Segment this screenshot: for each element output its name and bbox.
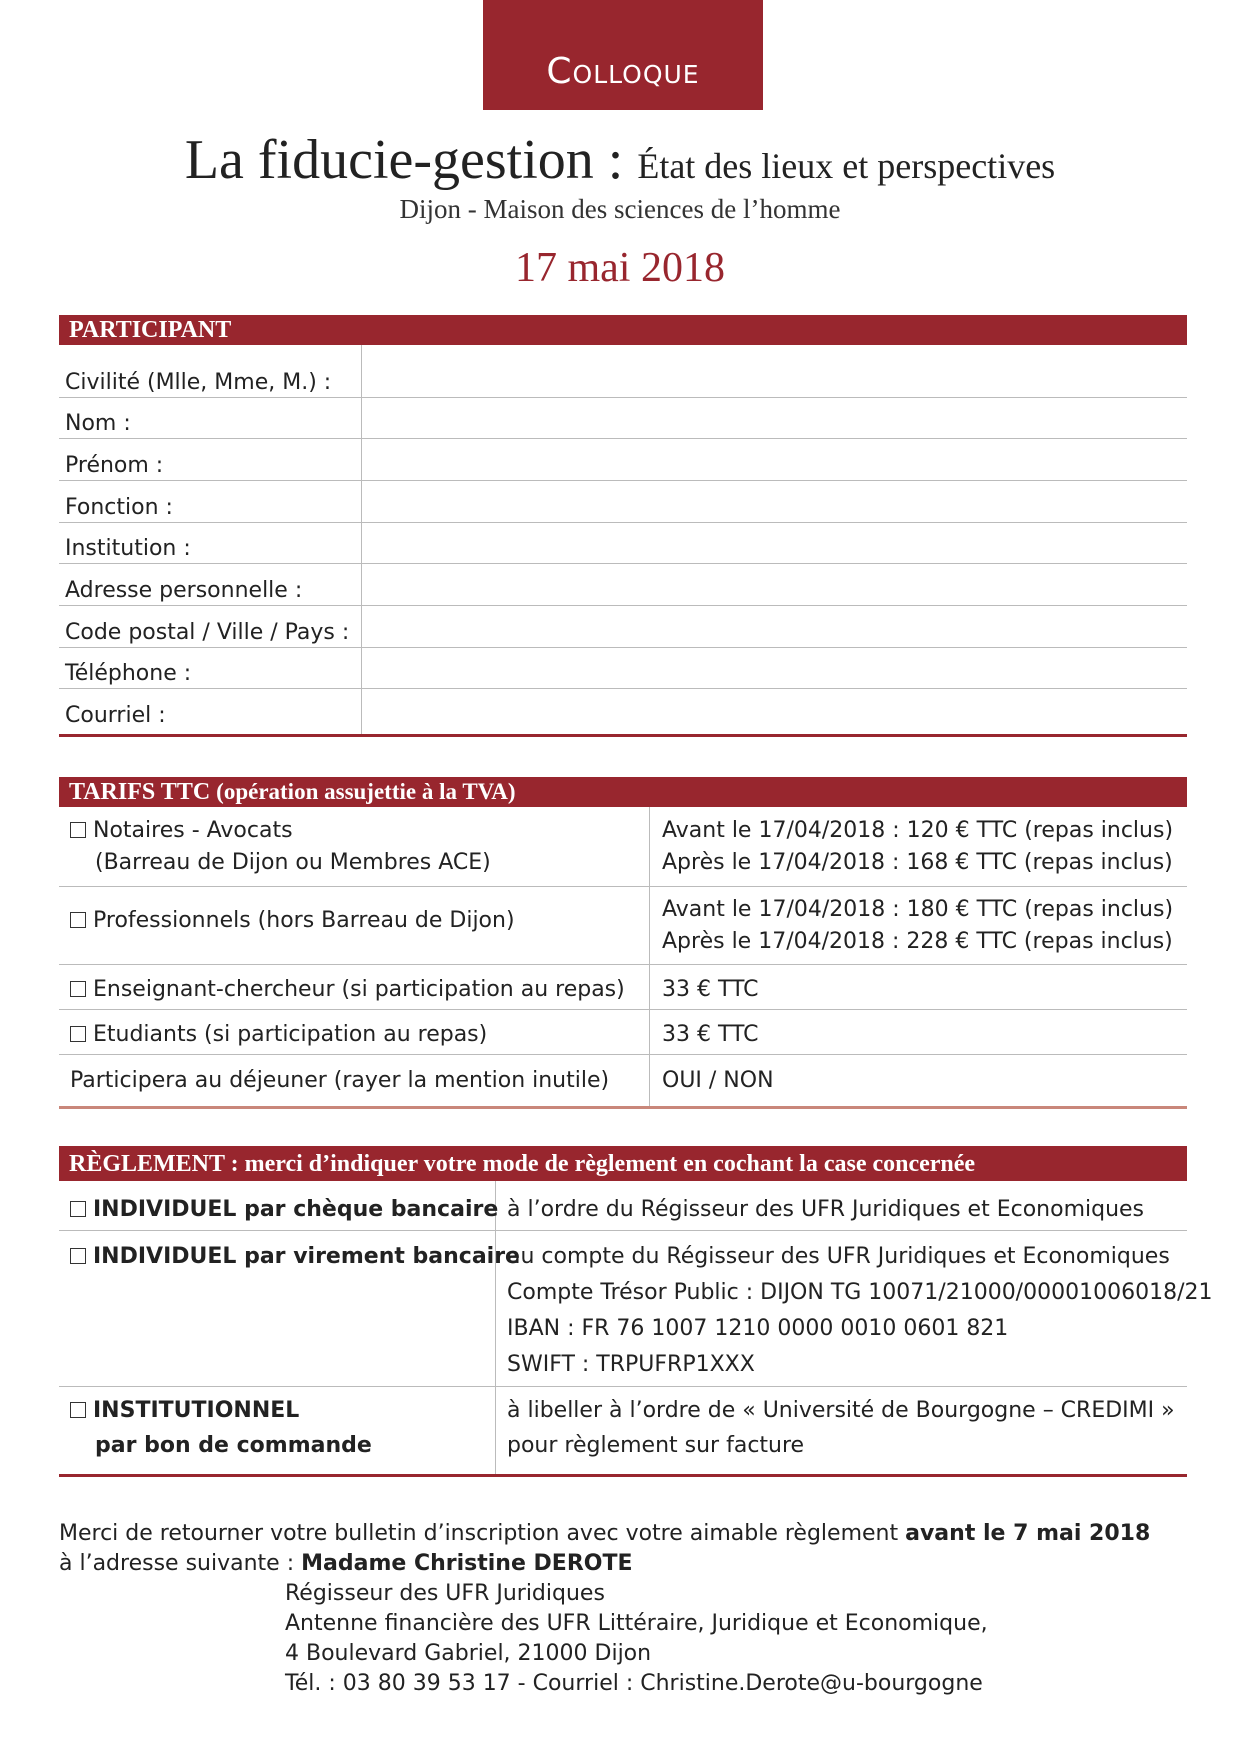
checkbox[interactable] bbox=[70, 1402, 86, 1418]
reglement-heading bbox=[59, 1146, 1187, 1181]
venue: Dijon - Maison des sciences de l’homme bbox=[399, 194, 841, 224]
tarif-label: Notaires - Avocats bbox=[93, 818, 293, 843]
divider bbox=[59, 1230, 1187, 1231]
divider bbox=[59, 688, 1187, 689]
tarif-label: Professionnels (hors Barreau de Dijon) bbox=[93, 908, 515, 933]
checkbox[interactable] bbox=[70, 1026, 86, 1042]
reglement-detail: Compte Trésor Public : DIJON TG 10071/21000/00001006018/21 bbox=[507, 1280, 1213, 1305]
tarif-label-sub: (Barreau de Dijon ou Membres ACE) bbox=[95, 850, 491, 875]
reglement-label: INSTITUTIONNEL bbox=[93, 1398, 300, 1423]
participant-heading-label: PARTICIPANT bbox=[69, 317, 232, 343]
deadline: avant le 7 mai 2018 bbox=[905, 1521, 1151, 1546]
reglement-bottom-rule bbox=[59, 1474, 1187, 1477]
title-main: La fiducie-gestion : bbox=[184, 129, 624, 191]
divider bbox=[59, 1054, 1187, 1055]
reglement-row-cheque[interactable] bbox=[70, 1197, 498, 1222]
divider bbox=[59, 563, 1187, 564]
tarif-price: Après le 17/04/2018 : 168 € TTC (repas inclus) bbox=[662, 850, 1173, 875]
field-institution-label: Institution : bbox=[65, 536, 191, 561]
divider bbox=[59, 886, 1187, 887]
dejeuner-choice: OUI / NON bbox=[662, 1068, 774, 1093]
tarifs-column-divider bbox=[649, 807, 650, 1107]
reglement-detail: pour règlement sur facture bbox=[507, 1433, 805, 1458]
checkbox[interactable] bbox=[70, 1201, 86, 1217]
tarif-row-enseignant[interactable] bbox=[70, 977, 625, 1002]
participant-heading bbox=[59, 315, 1187, 345]
tarif-label: Enseignant-chercheur (si participation au repas) bbox=[93, 977, 625, 1002]
reglement-column-divider bbox=[495, 1181, 496, 1476]
tarif-price: 33 € TTC bbox=[662, 977, 759, 1002]
tarif-row-etudiants[interactable] bbox=[70, 1022, 487, 1047]
participant-bottom-rule bbox=[59, 734, 1187, 737]
checkbox[interactable] bbox=[70, 912, 86, 928]
colloque-label: Colloque bbox=[546, 51, 700, 92]
reglement-label: INDIVIDUEL par virement bancaire bbox=[93, 1244, 520, 1269]
reglement-detail: à l’ordre du Régisseur des UFR Juridiques et Economiques bbox=[507, 1197, 1145, 1222]
checkbox[interactable] bbox=[70, 1248, 86, 1264]
return-text: Merci de retourner votre bulletin d’inscription avec votre aimable règlement bbox=[59, 1521, 899, 1546]
event-date: 17 mai 2018 bbox=[515, 245, 725, 291]
address-line: Antenne financière des UFR Littéraire, Juridique et Economique, bbox=[285, 1611, 988, 1636]
divider bbox=[59, 397, 1187, 398]
tarifs-heading bbox=[59, 777, 1187, 807]
divider bbox=[59, 964, 1187, 965]
title-sub: État des lieux et perspectives bbox=[637, 146, 1056, 186]
tarif-label: Etudiants (si participation au repas) bbox=[93, 1022, 488, 1047]
colloque-tag bbox=[483, 0, 763, 110]
field-civilite-label: Civilité (Mlle, Mme, M.) : bbox=[65, 370, 332, 395]
tarif-row-notaires[interactable] bbox=[70, 818, 293, 843]
divider bbox=[59, 1009, 1187, 1010]
contact-name: Madame Christine DEROTE bbox=[301, 1551, 633, 1576]
divider bbox=[59, 647, 1187, 648]
field-codepostal-label: Code postal / Ville / Pays : bbox=[65, 620, 350, 645]
divider bbox=[59, 480, 1187, 481]
contact-line: Tél. : 03 80 39 53 17 - Courriel : Christine.Derote@u-bourgogne bbox=[285, 1671, 983, 1696]
divider bbox=[59, 1386, 1187, 1387]
address-intro-text: à l’adresse suivante : bbox=[59, 1551, 295, 1576]
tarifs-bottom-rule bbox=[59, 1106, 1187, 1109]
field-fonction-label: Fonction : bbox=[65, 495, 173, 520]
tarifs-heading-note: (opération assujettie à la TVA) bbox=[216, 779, 516, 804]
tarif-price: Avant le 17/04/2018 : 120 € TTC (repas inclus) bbox=[662, 818, 1174, 843]
field-adresse-label: Adresse personnelle : bbox=[65, 578, 303, 603]
reglement-label-sub: par bon de commande bbox=[95, 1433, 372, 1458]
tarif-row-professionnels[interactable] bbox=[70, 908, 515, 933]
return-instructions bbox=[59, 1521, 1150, 1546]
tarif-price: 33 € TTC bbox=[662, 1022, 759, 1047]
address-intro bbox=[59, 1551, 633, 1576]
reglement-row-virement[interactable] bbox=[70, 1244, 520, 1269]
reglement-row-institutionnel[interactable] bbox=[70, 1398, 299, 1423]
divider bbox=[59, 605, 1187, 606]
divider bbox=[59, 438, 1187, 439]
tarif-row-dejeuner: Participera au déjeuner (rayer la mention inutile) bbox=[70, 1068, 610, 1093]
field-telephone-label: Téléphone : bbox=[65, 661, 192, 686]
field-courriel-label: Courriel : bbox=[65, 703, 166, 728]
reglement-detail: à libeller à l’ordre de « Université de Bourgogne – CREDIMI » bbox=[507, 1398, 1175, 1423]
divider bbox=[59, 522, 1187, 523]
checkbox[interactable] bbox=[70, 981, 86, 997]
tarifs-heading-label: TARIFS TTC bbox=[69, 779, 211, 805]
checkbox[interactable] bbox=[70, 822, 86, 838]
address-line: 4 Boulevard Gabriel, 21000 Dijon bbox=[285, 1641, 652, 1666]
field-prenom-label: Prénom : bbox=[65, 453, 164, 478]
reglement-detail: au compte du Régisseur des UFR Juridiques et Economiques bbox=[507, 1244, 1170, 1269]
address-line: Régisseur des UFR Juridiques bbox=[285, 1581, 605, 1606]
reglement-detail: SWIFT : TRPUFRP1XXX bbox=[507, 1352, 755, 1377]
participant-column-divider bbox=[361, 345, 362, 735]
tarif-price: Après le 17/04/2018 : 228 € TTC (repas inclus) bbox=[662, 929, 1173, 954]
field-nom-label: Nom : bbox=[65, 411, 131, 436]
reglement-heading-label: RÈGLEMENT bbox=[69, 1151, 225, 1177]
reglement-label: INDIVIDUEL par chèque bancaire bbox=[93, 1197, 499, 1222]
reglement-heading-note: : merci d’indiquer votre mode de règlement en cochant la case concernée bbox=[230, 1151, 976, 1177]
reglement-detail: IBAN : FR 76 1007 1210 0000 0010 0601 821 bbox=[507, 1316, 1009, 1341]
page-title bbox=[0, 128, 1240, 192]
tarif-price: Avant le 17/04/2018 : 180 € TTC (repas inclus) bbox=[662, 897, 1174, 922]
